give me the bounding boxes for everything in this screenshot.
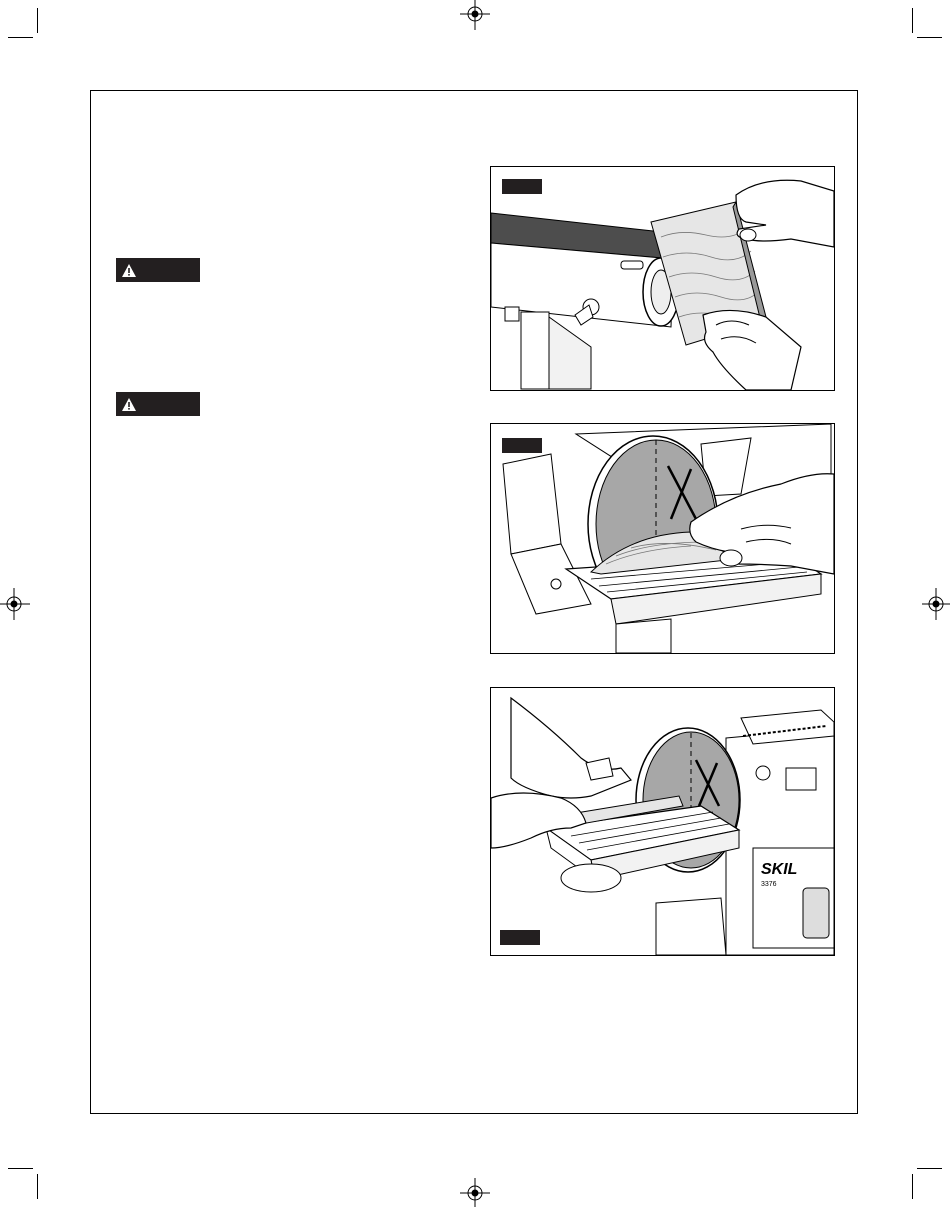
figure-tag <box>502 179 542 194</box>
machine-brand: SKIL <box>761 861 798 878</box>
crop-mark <box>912 1174 913 1199</box>
registration-mark-icon <box>0 588 30 620</box>
figure-tag <box>500 930 540 945</box>
registration-mark-icon <box>922 588 950 620</box>
crop-mark <box>37 8 38 33</box>
warning-triangle-icon <box>122 264 136 277</box>
figure-tag <box>502 438 542 453</box>
warning-badge <box>116 258 200 282</box>
warning-badge <box>116 392 200 416</box>
crop-mark <box>912 8 913 33</box>
registration-mark-icon <box>460 0 490 30</box>
belt-sanding-illustration <box>490 166 835 391</box>
crop-mark <box>917 37 942 38</box>
crop-mark <box>917 1168 942 1169</box>
warning-triangle-icon <box>122 398 136 411</box>
crop-mark <box>37 1174 38 1199</box>
disc-sanding-illustration <box>490 423 835 654</box>
machine-model: 3376 <box>761 881 777 888</box>
registration-mark-icon <box>460 1178 490 1207</box>
disc-edge-sanding-illustration <box>490 687 835 956</box>
crop-mark <box>8 37 33 38</box>
crop-mark <box>8 1168 33 1169</box>
